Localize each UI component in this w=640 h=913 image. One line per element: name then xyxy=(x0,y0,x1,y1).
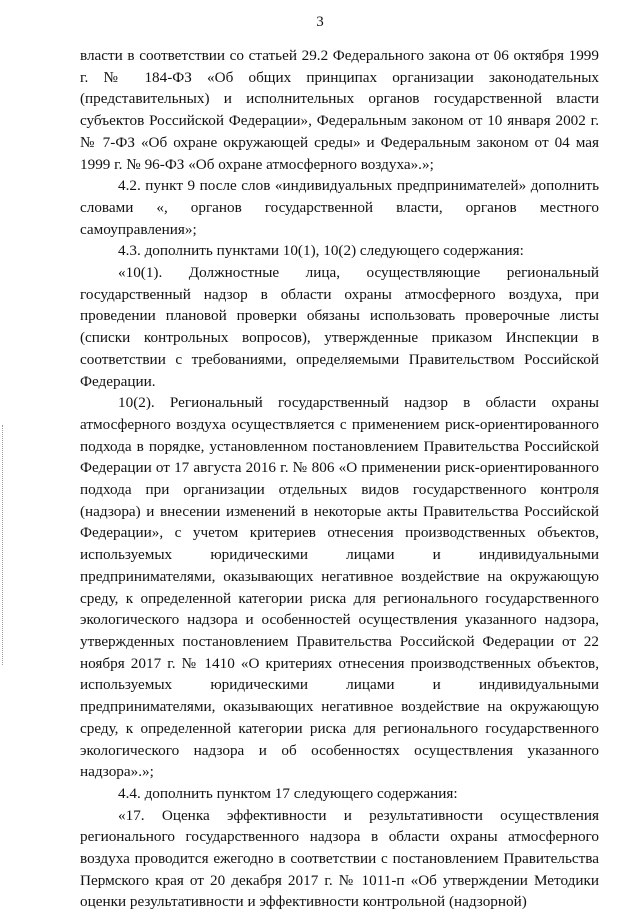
paragraph-continuation: власти в соответствии со статьей 29.2 Федерального закона от 06 октября 1999 г. № 184-ФЗ «Об общих принципах организации законодательных (представительных) и исполнительных органов государственной власти субъектов Российской Федерации», Федеральным законом от 10 января 2002 г. № 7-ФЗ «Об охране окружающей среды» и Федеральным законом от 04 мая 1999 г. № 96-ФЗ «Об охране атмосферного воздуха».»; xyxy=(80,47,599,173)
paragraph-item-4-3: 4.3. дополнить пунктами 10(1), 10(2) следующего содержания: xyxy=(118,242,524,260)
document-body xyxy=(80,45,599,913)
paragraph-clause-17: «17. Оценка эффективности и результативности осуществления регионального государственного надзора в области охраны атмосферного воздуха проводится ежегодно в соответствии с постановлением Правительства Пермского края от 20 декабря 2017 г. № 1011-п «Об утверждении Методики оценки результативности и эффективности контрольной (надзорной) xyxy=(80,806,599,911)
paragraph-item-4-4: 4.4. дополнить пунктом 17 следующего содержания: xyxy=(118,784,458,802)
paragraph-clause-10-2: 10(2). Региональный государственный надзор в области охраны атмосферного воздуха осуществляется с применением риск-ориентированного подхода в порядке, установленном постановлением Правительства Российской Федерации от 17 августа 2016 г. № 806 «О применении риск-ориентированного подхода при организации отдельных видов государственного контроля (надзора) и внесении изменений в некоторые акты Правительства Российской Федерации», с учетом критериев отнесения производственных объектов, используемых юридическими лицами и индивидуальными предпринимателями, оказывающих негативное воздействие на окружающую среду, к определенной категории риска для регионального государственного экологического надзора и особенностей осуществления указанного надзора, утвержденных постановлением Правительства Российской Федерации от 22 ноября 2017 г. № 1410 «О критериях отнесения производственных объектов, используемых юридическими лицами и индивидуальными предпринимателями, оказывающих негативное воздействие на окружающую среду, к определенной категории риска для регионального государственного экологического надзора и об особенностях осуществления указанного надзора».»; xyxy=(80,394,599,781)
page-number: 3 xyxy=(316,14,324,30)
paragraph-clause-10-1: «10(1). Должностные лица, осуществляющие региональный государственный надзор в области охраны атмосферного воздуха, при проведении плановой проверки обязаны использовать проверочные листы (списки контрольных вопросов), утвержденные приказом Инспекции в соответствии с требованиями, определяемыми Правительством Российской Федерации. xyxy=(80,264,599,390)
scan-edge-mark xyxy=(2,425,5,665)
paragraph-item-4-2: 4.2. пункт 9 после слов «индивидуальных предпринимателей» дополнить словами «, органов государственной власти, органов местного самоуправления»; xyxy=(80,177,599,238)
